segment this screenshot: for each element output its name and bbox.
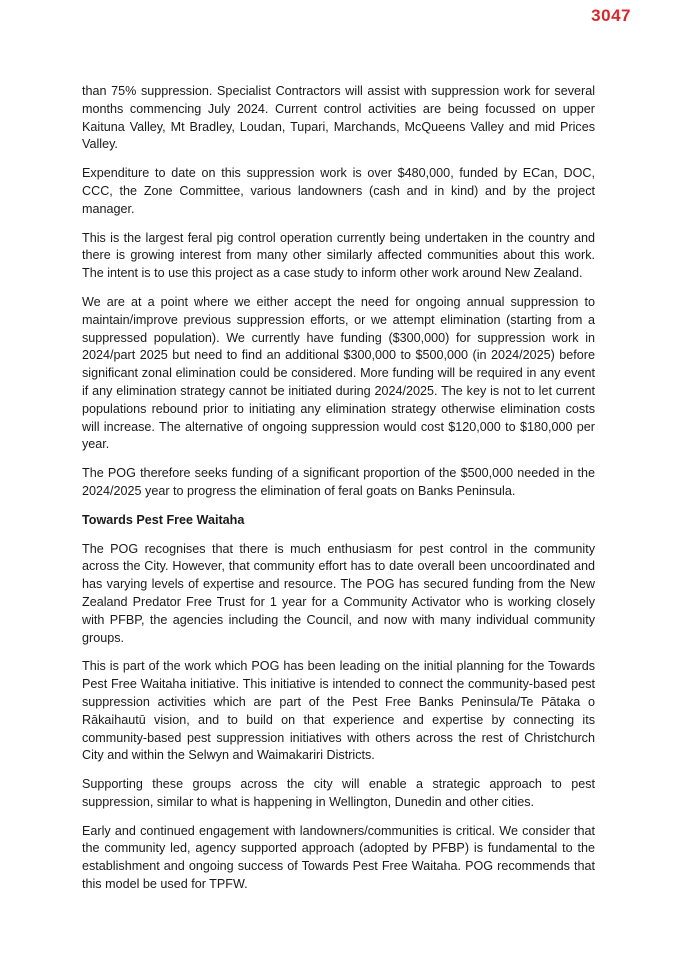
paragraph: Supporting these groups across the city will enable a strategic approach to pest suppression, similar to what is happening in Wellington, Dunedin and other cities.	[82, 777, 595, 809]
page-number: 3047	[591, 6, 631, 25]
document-body	[82, 83, 595, 905]
paragraph: The POG therefore seeks funding of a significant proportion of the $500,000 needed in the 2024/2025 year to progress the elimination of feral goats on Banks Peninsula.	[82, 466, 595, 498]
paragraph: Expenditure to date on this suppression work is over $480,000, funded by ECan, DOC, CCC, the Zone Committee, various landowners (cash and in kind) and by the project manager.	[82, 166, 595, 216]
paragraph: than 75% suppression. Specialist Contractors will assist with suppression work for several months commencing July 2024. Current control activities are being focussed on upper Kaituna Valley, Mt Bradley, Loudan, Tupari, Marchands, McQueens Valley and mid Prices Valley.	[82, 84, 595, 152]
paragraph: Early and continued engagement with landowners/communities is critical. We consider that the community led, agency supported approach (adopted by PFBP) is fundamental to the establishment and ongoing success of Towards Pest Free Waitaha. POG recommends that this model be used for TPFW.	[82, 823, 595, 892]
paragraph: This is part of the work which POG has been leading on the initial planning for the Towards Pest Free Waitaha initiative. This initiative is intended to connect the community-based pest suppression activities which are part of the Pest Free Banks Peninsula/Te Pātaka o Rākaihautū vision, and to build on that experience and expertise by connecting its community-based pest suppression initiatives with others across the rest of Christchurch City and within the Selwyn and Waimakariri Districts.	[82, 659, 595, 763]
section-heading: Towards Pest Free Waitaha	[82, 512, 245, 527]
paragraph: The POG recognises that there is much enthusiasm for pest control in the community across the City. However, that community effort has to date overall been uncoordinated and has varying levels of expertise and resource. The POG has secured funding from the New Zealand Predator Free Trust for 1 year for a Community Activator who is working closely with PFBP, the agencies including the Council, and now with many individual community groups.	[82, 541, 595, 645]
paragraph: We are at a point where we either accept the need for ongoing annual suppression to maintain/improve previous suppression efforts, or we attempt elimination (starting from a suppressed population). We currently have funding ($300,000) for suppression work in 2024/part 2025 but need to find an additional $300,000 to $500,000 (in 2024/2025) before significant zonal elimination could be considered. More funding will be required in any event if any elimination strategy cannot be initiated during 2024/2025. The key is not to let current populations rebound prior to initiating any elimination strategy otherwise elimination costs will increase. The alternative of ongoing suppression would cost $120,000 to $180,000 per year.	[82, 294, 595, 452]
paragraph: This is the largest feral pig control operation currently being undertaken in the country and there is growing interest from many other similarly affected communities about this work. The intent is to use this project as a case study to inform other work around New Zealand.	[82, 230, 595, 281]
